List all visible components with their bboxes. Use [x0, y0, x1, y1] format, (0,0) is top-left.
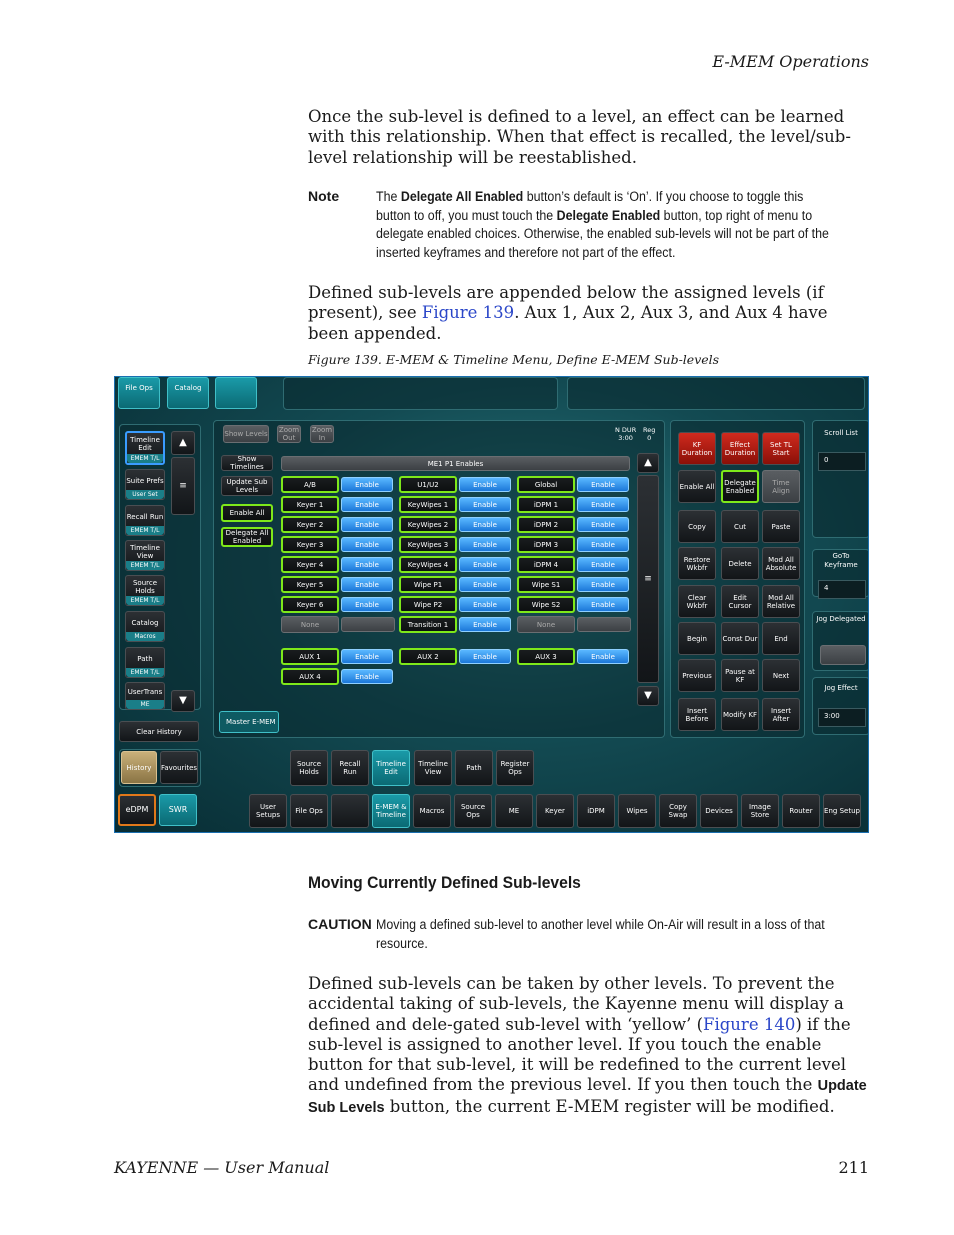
aux-4-button[interactable]: AUX 3: [517, 648, 575, 665]
level-2-row-1-button[interactable]: U1/U2: [399, 476, 457, 493]
level-2-row-7-button[interactable]: Wipe P2: [399, 596, 457, 613]
edit-button-r2-c2[interactable]: Delegate Enabled: [721, 470, 759, 503]
nav-scroll-down-icon[interactable]: ▼: [171, 690, 195, 712]
enable-3-row-3-button[interactable]: Enable: [577, 517, 629, 532]
bottom-tab-4[interactable]: E-MEM & Timeline: [372, 794, 410, 828]
edit-button-r3-c3[interactable]: Paste: [762, 510, 800, 543]
enable-3-row-8-button[interactable]: [577, 617, 631, 632]
enable-1-row-1-button[interactable]: Enable: [341, 477, 393, 492]
edit-button-r4-c3[interactable]: Mod All Absolute: [762, 547, 800, 580]
enable-2-row-4-button[interactable]: Enable: [459, 537, 511, 552]
edit-button-r8-c3[interactable]: Insert After: [762, 698, 800, 731]
bottom-tab-1[interactable]: User Setups: [249, 794, 287, 828]
enable-2-row-7-button[interactable]: Enable: [459, 597, 511, 612]
enable-1-row-8-button[interactable]: [341, 617, 395, 632]
enable-1-row-3-button[interactable]: Enable: [341, 517, 393, 532]
sub-tab-2[interactable]: Recall Run: [331, 750, 369, 786]
note-body: The Delegate All Enabled button’s default is ‘On’. If you choose to toggle this button to off, you must touch the Delegate Enabled button, top right of menu to delegate enabled choices. Otherwise, the enabled sub-levels will not be part of the inserted keyframes and therefore not part of the effect.: [376, 189, 829, 260]
bottom-tab-11[interactable]: Copy Swap: [659, 794, 697, 828]
level-2-row-6-button[interactable]: Wipe P1: [399, 576, 457, 593]
caution-label: CAUTION: [308, 916, 372, 932]
level-1-row-1-button[interactable]: A/B: [281, 476, 339, 493]
aux-2-button[interactable]: AUX 4: [281, 668, 339, 685]
bottom-tab-8[interactable]: Keyer: [536, 794, 574, 828]
edit-button-r6-c2[interactable]: Const Dur: [721, 622, 759, 655]
paragraph-1: Once the sub-level is defined to a level, an effect can be learned with this relationship. When that effect is recalled, the level/sub-level relationship will be reestablished.: [308, 107, 851, 167]
edit-button-r3-c1[interactable]: Copy: [678, 510, 716, 543]
edit-button-r5-c2[interactable]: Edit Cursor: [721, 585, 759, 618]
top-field-1: [283, 377, 558, 410]
jog-effect-label: Jog Effect: [824, 684, 858, 692]
clear-history-button[interactable]: Clear History: [119, 721, 199, 742]
level-3-row-3-button[interactable]: iDPM 2: [517, 516, 575, 533]
level-3-row-4-button[interactable]: iDPM 3: [517, 536, 575, 553]
grid-scroll-up-icon[interactable]: ▲: [637, 453, 659, 473]
sub-tab-1[interactable]: Source Holds: [290, 750, 328, 786]
caution-body: Moving a defined sub-level to another level while On-Air will result in a loss of that resource.: [376, 917, 825, 951]
reg-readout: Reg 0: [643, 426, 656, 442]
sub-tab-6[interactable]: Register Ops: [496, 750, 534, 786]
level-3-row-5-button[interactable]: iDPM 4: [517, 556, 575, 573]
edit-button-r5-c1[interactable]: Clear Wkbfr: [678, 585, 716, 618]
history-tab[interactable]: History: [121, 751, 157, 784]
enable-3-row-6-button[interactable]: Enable: [577, 577, 629, 592]
section-title: Moving Currently Defined Sub-levels: [308, 873, 581, 892]
edit-button-r7-c3[interactable]: Next: [762, 659, 800, 692]
edit-button-r6-c1[interactable]: Begin: [678, 622, 716, 655]
edit-button-r8-c2[interactable]: Modify KF: [721, 698, 759, 731]
level-1-row-4-button[interactable]: Keyer 3: [281, 536, 339, 553]
jog-delegated-label: Jog Delegated: [816, 615, 866, 623]
enable-2-row-8-button[interactable]: Enable: [459, 617, 511, 632]
enable-2-row-2-button[interactable]: Enable: [459, 497, 511, 512]
figure-139-link[interactable]: Figure 139: [421, 303, 515, 323]
enable-2-row-1-button[interactable]: Enable: [459, 477, 511, 492]
master-emem-label: Master E-MEM: [219, 711, 279, 733]
scroll-list-label: Scroll List: [824, 429, 858, 437]
nav-suite-prefs[interactable]: Suite Prefs User Set: [125, 469, 165, 500]
enable-all-button[interactable]: Enable All: [221, 504, 273, 522]
sub-tab-5[interactable]: Path: [455, 750, 493, 786]
enable-1-row-6-button[interactable]: Enable: [341, 577, 393, 592]
running-header: E-MEM Operations: [712, 52, 869, 71]
bottom-tab-9[interactable]: iDPM: [577, 794, 615, 828]
level-2-row-4-button[interactable]: KeyWipes 3: [399, 536, 457, 553]
edit-button-r1-c3[interactable]: Set TL Start: [762, 432, 800, 465]
edit-button-r5-c3[interactable]: Mod All Relative: [762, 585, 800, 618]
enable-1-row-2-button[interactable]: Enable: [341, 497, 393, 512]
edit-button-r6-c3[interactable]: End: [762, 622, 800, 655]
emem-timeline-screenshot: [114, 376, 869, 833]
level-3-row-2-button[interactable]: iDPM 1: [517, 496, 575, 513]
level-1-row-7-button[interactable]: Keyer 6: [281, 596, 339, 613]
bottom-tab-7[interactable]: ME: [495, 794, 533, 828]
level-3-row-8-button[interactable]: None: [517, 616, 575, 633]
level-2-row-2-button[interactable]: KeyWipes 1: [399, 496, 457, 513]
edit-button-r1-c2[interactable]: Effect Duration: [721, 432, 759, 465]
enable-1-row-5-button[interactable]: Enable: [341, 557, 393, 572]
n-dur-readout: N DUR 3:00: [615, 426, 637, 442]
figure-140-link[interactable]: Figure 140: [703, 1014, 796, 1034]
level-2-row-8-button[interactable]: Transition 1: [399, 616, 457, 633]
swr-button[interactable]: SWR: [159, 794, 197, 826]
aux-1-enable-button[interactable]: Enable: [341, 649, 393, 664]
level-1-row-6-button[interactable]: Keyer 5: [281, 576, 339, 593]
level-1-row-5-button[interactable]: Keyer 4: [281, 556, 339, 573]
level-2-row-3-button[interactable]: KeyWipes 2: [399, 516, 457, 533]
paragraph-3: Defined sub-levels can be taken by other levels. To prevent the accidental taking of sub-levels, the Kayenne menu will display a defined and dele-gated sub-level with ‘yellow’ (Figure 140) if the sub-level is assigned to another level. If you touch the enable button for that sub-level, it will be redefined to the current level and undefined from the previous level. If you then touch the Update Sub Levels button, the current E-MEM register will be modified.: [308, 974, 867, 1116]
favourites-tab[interactable]: Favourites: [160, 751, 198, 784]
bottom-tab-2[interactable]: File Ops: [290, 794, 328, 828]
edit-button-r1-c1[interactable]: KF Duration: [678, 432, 716, 465]
delegate-all-enabled-button[interactable]: Delegate All Enabled: [221, 527, 273, 547]
enable-3-row-2-button[interactable]: Enable: [577, 497, 629, 512]
enable-2-row-3-button[interactable]: Enable: [459, 517, 511, 532]
bottom-tab-6[interactable]: Source Ops: [454, 794, 492, 828]
edit-button-r8-c1[interactable]: Insert Before: [678, 698, 716, 731]
bottom-tab-10[interactable]: Wipes: [618, 794, 656, 828]
grid-scroll-down-icon[interactable]: ▼: [637, 686, 659, 706]
level-3-row-1-button[interactable]: Global: [517, 476, 575, 493]
goto-keyframe-label: GoTo Keyframe: [824, 552, 858, 569]
grid-scroll-thumb[interactable]: ≡: [637, 475, 659, 683]
nav-source-holds[interactable]: Source Holds EMEM T/L: [125, 575, 165, 606]
edit-button-r7-c1[interactable]: Previous: [678, 659, 716, 692]
bottom-tab-15[interactable]: Eng Setup: [823, 794, 861, 828]
show-levels-button[interactable]: Show Levels: [223, 425, 269, 443]
zoom-out-button[interactable]: Zoom Out: [278, 426, 300, 442]
jog-delegated-button[interactable]: [820, 645, 866, 665]
enable-2-row-5-button[interactable]: Enable: [459, 557, 511, 572]
note-label: Note: [308, 188, 340, 204]
nav-scroll-up-icon[interactable]: ▲: [171, 431, 195, 455]
nav-path[interactable]: Path EMEM T/L: [125, 647, 165, 678]
enable-3-row-5-button[interactable]: Enable: [577, 557, 629, 572]
level-3-row-7-button[interactable]: Wipe S2: [517, 596, 575, 613]
edit-button-r2-c3[interactable]: Time Align: [762, 470, 800, 503]
bottom-tab-3[interactable]: [331, 794, 369, 828]
top-tab-catalog[interactable]: Catalog: [167, 377, 209, 409]
show-timelines-button[interactable]: Show Timelines: [221, 455, 273, 471]
top-tab-file-ops[interactable]: File Ops: [118, 377, 160, 409]
level-1-row-3-button[interactable]: Keyer 2: [281, 516, 339, 533]
bottom-tab-12[interactable]: Devices: [700, 794, 738, 828]
bottom-tab-5[interactable]: Macros: [413, 794, 451, 828]
nav-scroll-thumb[interactable]: ≡: [171, 457, 195, 515]
nav-catalog[interactable]: Catalog Macros: [125, 611, 165, 642]
aux-4-enable-button[interactable]: Enable: [577, 649, 629, 664]
page-number: 211: [838, 1158, 869, 1177]
edit-button-r4-c2[interactable]: Delete: [721, 547, 759, 580]
enable-3-row-4-button[interactable]: Enable: [577, 537, 629, 552]
level-3-row-6-button[interactable]: Wipe S1: [517, 576, 575, 593]
enable-3-row-7-button[interactable]: Enable: [577, 597, 629, 612]
goto-keyframe-field[interactable]: 4: [818, 580, 866, 599]
level-1-row-2-button[interactable]: Keyer 1: [281, 496, 339, 513]
jog-effect-field[interactable]: 3:00: [818, 708, 866, 727]
edit-button-r7-c2[interactable]: Pause at KF: [721, 659, 759, 692]
aux-1-button[interactable]: AUX 1: [281, 648, 339, 665]
edit-button-r2-c1[interactable]: Enable All: [678, 470, 716, 503]
footer-title: KAYENNE — User Manual: [114, 1158, 330, 1177]
enable-2-row-6-button[interactable]: Enable: [459, 577, 511, 592]
update-sub-levels-button[interactable]: Update Sub Levels: [221, 476, 273, 496]
enable-1-row-4-button[interactable]: Enable: [341, 537, 393, 552]
bottom-tab-14[interactable]: Router: [782, 794, 820, 828]
top-field-2: [567, 377, 865, 410]
figure-caption: Figure 139. E-MEM & Timeline Menu, Define E-MEM Sub-levels: [308, 352, 720, 367]
sub-tab-3[interactable]: Timeline Edit: [372, 750, 410, 786]
paragraph-2: Defined sub-levels are appended below the assigned levels (if present), see Figure 139. Aux 1, Aux 2, Aux 3, and Aux 4 have been appended.: [308, 283, 828, 343]
nav-recall-run[interactable]: Recall Run EMEM T/L: [125, 505, 165, 536]
edpm-button[interactable]: eDPM: [118, 794, 156, 826]
aux-3-button[interactable]: AUX 2: [399, 648, 457, 665]
sub-tab-4[interactable]: Timeline View: [414, 750, 452, 786]
enable-3-row-1-button[interactable]: Enable: [577, 477, 629, 492]
level-1-row-8-button[interactable]: None: [281, 616, 339, 633]
zoom-in-button[interactable]: Zoom In: [311, 426, 333, 442]
scroll-list-field[interactable]: 0: [818, 452, 866, 471]
level-2-row-5-button[interactable]: KeyWipes 4: [399, 556, 457, 573]
edit-button-r3-c2[interactable]: Cut: [721, 510, 759, 543]
nav-timeline-edit[interactable]: Timeline Edit EMEM T/L: [125, 431, 165, 465]
nav-usertrans[interactable]: UserTrans ME: [125, 682, 165, 710]
top-tab-blank[interactable]: [215, 377, 257, 409]
aux-2-enable-button[interactable]: Enable: [341, 669, 393, 684]
aux-3-enable-button[interactable]: Enable: [459, 649, 511, 664]
nav-timeline-view[interactable]: Timeline View EMEM T/L: [125, 540, 165, 571]
enable-1-row-7-button[interactable]: Enable: [341, 597, 393, 612]
scroll-list-panel: [812, 420, 869, 538]
edit-button-r4-c1[interactable]: Restore Wkbfr: [678, 547, 716, 580]
bottom-tab-13[interactable]: Image Store: [741, 794, 779, 828]
grid-title-bar: ME1 P1 Enables: [281, 456, 630, 471]
